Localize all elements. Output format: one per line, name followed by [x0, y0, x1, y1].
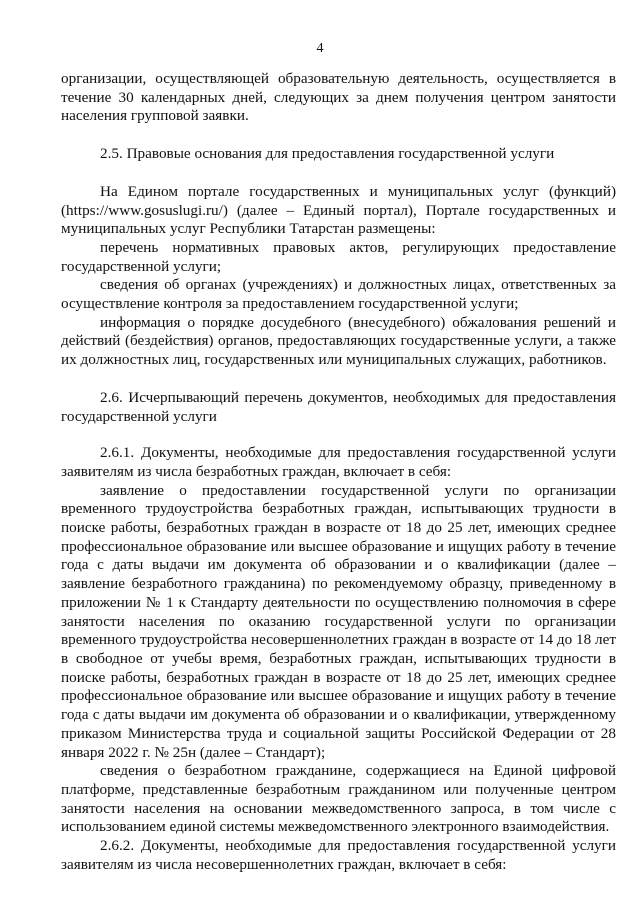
list-item-platform-data: сведения о безработном гражданине, содержащиеся на Единой цифровой платформе, представленные безработным гражданином или полученные центром занятости населения на основании межведомственного запроса, в том числе с использованием единой системы межведомственного электронного взаимодействия.: [61, 762, 616, 836]
page-number: 4: [316, 41, 324, 56]
section-heading-2-5: 2.5. Правовые основания для предоставления государственной услуги: [100, 145, 555, 163]
document-body: [61, 70, 616, 874]
paragraph-portal-info: На Едином портале государственных и муниципальных услуг (функций) (https://www.gosuslugi.ru/) (далее – Единый портал), Портале государственных и муниципальных услуг Республики Татарстан размещены:: [61, 182, 616, 238]
paragraph-continuation: организации, осуществляющей образовательную деятельность, осуществляется в течение 30 календарных дней, следующих за днем получения центром занятости населения групповой заявки.: [61, 70, 616, 125]
paragraph-2-6-1: 2.6.1. Документы, необходимые для предоставления государственной услуги заявителям из числа безработных граждан, включает в себя:: [61, 444, 616, 480]
section-heading-2-6: 2.6. Исчерпывающий перечень документов, необходимых для предоставления государственной услуги: [61, 388, 616, 425]
list-item-legal-acts: перечень нормативных правовых актов, регулирующих предоставление государственной услуги;: [61, 238, 616, 275]
list-item-authorities: сведения об органах (учреждениях) и должностных лицах, ответственных за осуществление контроля за предоставлением государственной услуги;: [61, 276, 616, 313]
list-item-appeal-procedure: информация о порядке досудебного (внесудебного) обжалования решений и действий (бездействия) органов, предоставляющих государственные услуги, а также их должностных лиц, государственных или муниципальных служащих, работников.: [61, 313, 616, 369]
paragraph-2-6-2: 2.6.2. Документы, необходимые для предоставления государственной услуги заявителям из числа несовершеннолетних граждан, включает в себя:: [61, 837, 616, 873]
list-item-application: заявление о предоставлении государственной услуги по организации временного трудоустройства безработных граждан, испытывающих трудности в поиске работы, безработных граждан в возрасте от 18 до 25 лет, имеющих среднее профессиональное образование или высшее образование и ищущих работу в течение года с даты выдачи им документа об образовании и о квалификации (далее – заявление безработного гражданина) по рекомендуемому образцу, приведенному в приложении № 1 к Стандарту деятельности по осуществлению полномочия в сфере занятости населения по оказанию государственной услуги по организации временного трудоустройства несовершеннолетних граждан в возрасте от 14 до 18 лет в свободное от учебы время, безработных граждан, испытывающих трудности в поиске работы, безработных граждан в возрасте от 18 до 25 лет, имеющих среднее профессиональное образование или высшее образование и ищущих работу в течение года с даты выдачи им документа об образовании и о квалификации, утвержденному приказом Министерства труда и социальной защиты Российской Федерации от 28 января 2022 г. № 25н (далее – Стандарт);: [61, 481, 616, 761]
